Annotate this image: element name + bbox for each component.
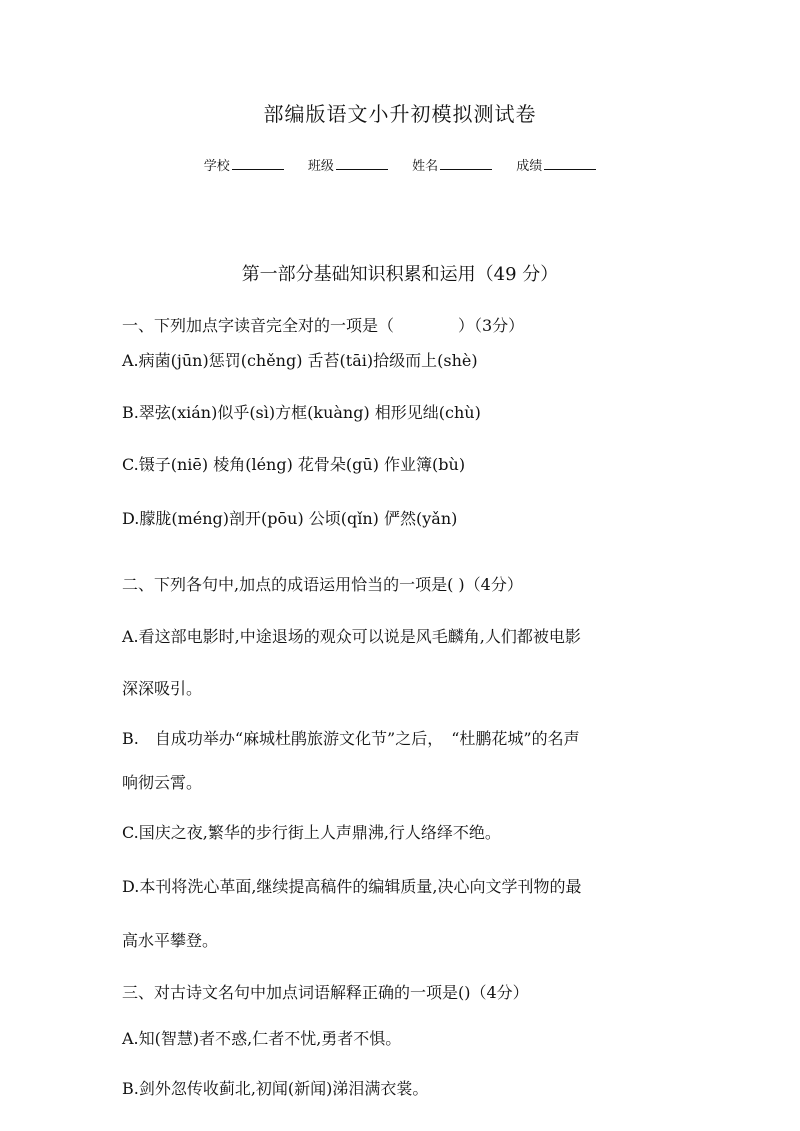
name-field (412, 155, 492, 174)
question-2-option-b-line1: B. 自成功举办“麻城杜鹃旅游文化节”之后， “杜鹏花城”的名声 (122, 729, 580, 748)
question-2-option-a-line1: A.看这部电影时,中途退场的观众可以说是风毛麟角,人们都被电影 (122, 627, 581, 646)
score-field (516, 155, 596, 174)
class-field (308, 155, 388, 174)
score-blank (544, 157, 596, 170)
question-2-option-d-line1: D.本刊将洗心革面,继续提高稿件的编辑质量,决心向文学刊物的最 (122, 877, 582, 896)
school-label: 学校 (203, 159, 230, 174)
name-blank (440, 157, 492, 170)
name-label: 姓名 (412, 159, 439, 174)
question-3-option-a: A.知(智慧)者不惑,仁者不忧,勇者不惧。 (122, 1029, 402, 1048)
class-blank (336, 157, 388, 170)
question-1-option-b: B.翠弦(xián)似乎(sì)方框(kuàng) 相形见绌(chù) (122, 403, 481, 422)
question-1-option-d: D.朦胧(méng)剖开(pōu) 公顷(qǐn) 俨然(yǎn) (122, 509, 458, 528)
question-2-stem: 二、下列各句中,加点的成语运用恰当的一项是( )（4分） (122, 575, 523, 594)
question-2-option-c: C.国庆之夜,繁华的步行街上人声鼎沸,行人络绎不绝。 (122, 823, 501, 842)
score-label: 成绩 (516, 159, 543, 174)
question-2-option-b-line2: 响彻云霄。 (122, 773, 203, 792)
question-1-option-a: A.病菌(jūn)惩罚(chěng) 舌苔(tāi)拾级而上(shè) (122, 351, 478, 370)
question-3-option-b: B.剑外忽传收蓟北,初闻(新闻)涕泪满衣裳。 (122, 1079, 429, 1098)
question-1-stem: 一、下列加点字读音完全对的一项是（ ）（3分） (122, 316, 525, 335)
question-3-stem: 三、对古诗文名句中加点词语解释正确的一项是()（4分） (122, 983, 529, 1002)
student-info-row (0, 155, 800, 174)
question-2-option-a-line2: 深深吸引。 (122, 679, 203, 698)
class-label: 班级 (307, 159, 334, 174)
section-heading: 第一部分基础知识积累和运用（49 分） (241, 264, 559, 285)
page-title: 部编版语文小升初模拟测试卷 (263, 102, 537, 126)
school-field (204, 155, 284, 174)
school-blank (232, 157, 284, 170)
question-2-option-d-line2: 高水平攀登。 (122, 931, 219, 950)
question-1-option-c: C.镊子(niē) 棱角(léng) 花骨朵(gū) 作业簿(bù) (122, 455, 466, 474)
